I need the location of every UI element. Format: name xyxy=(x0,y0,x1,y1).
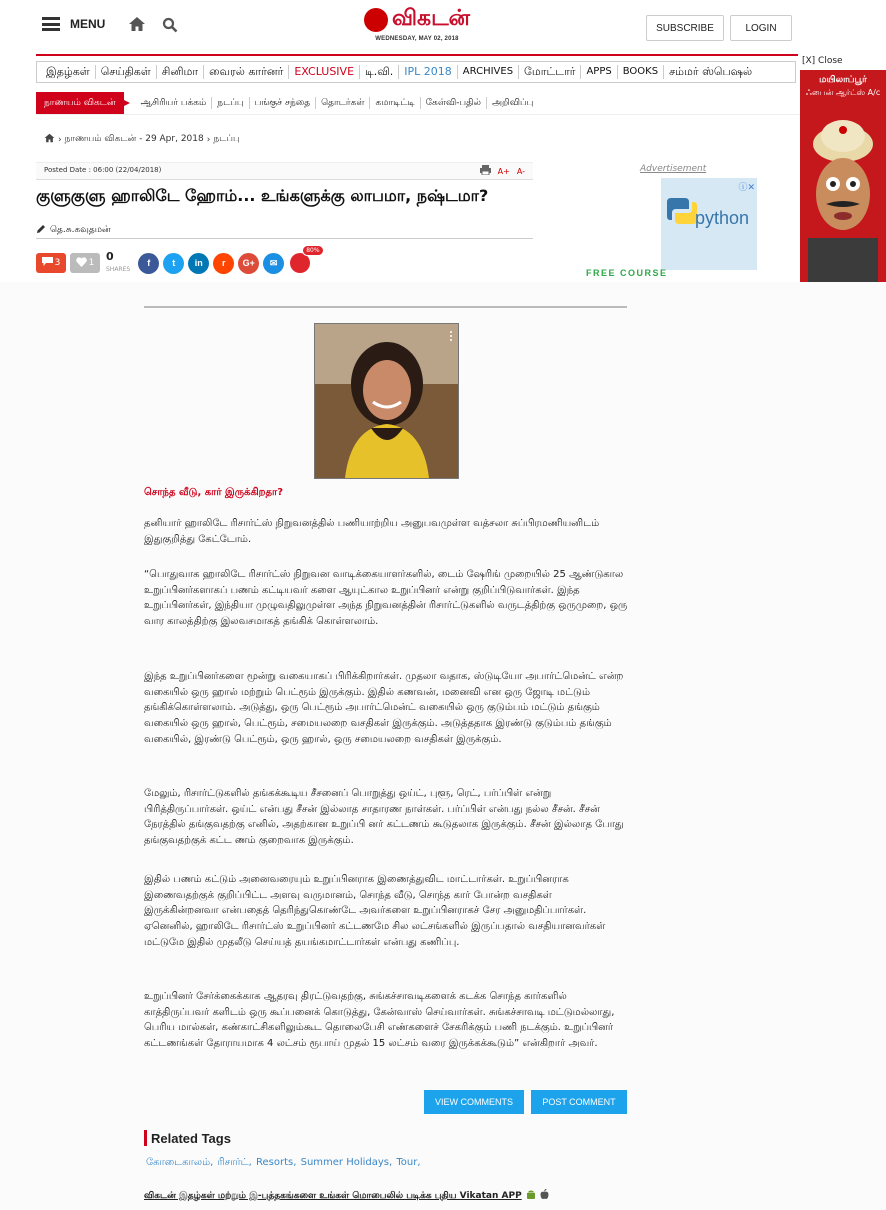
font-decrease-button[interactable]: A- xyxy=(516,166,525,176)
app-promo-text: விகடன் இதழ்கள் மற்றும் இ-புத்தகங்களை உங்கள் மொபைலில் படிக்க புதிய Vikatan APP xyxy=(144,1190,522,1201)
subnav-item-series[interactable]: தொடர்கள் xyxy=(316,97,370,109)
likes-badge[interactable] xyxy=(70,253,100,273)
heart-icon xyxy=(76,257,87,270)
article-subheading: சொந்த வீடு, கார் இருக்கிறதா? xyxy=(144,487,283,498)
nav-item-apps[interactable]: APPS xyxy=(581,65,617,79)
email-icon[interactable]: ✉ xyxy=(263,253,284,274)
google-plus-icon[interactable]: G+ xyxy=(238,253,259,274)
article-divider xyxy=(144,306,627,308)
nav-item-news[interactable]: செய்திகள் xyxy=(96,65,157,79)
python-ad-text: python xyxy=(695,208,750,228)
nav-item-ipl[interactable]: IPL 2018 xyxy=(399,65,458,79)
print-icon[interactable] xyxy=(480,165,491,177)
pencil-icon xyxy=(36,224,46,237)
subnav-item-qa[interactable]: கேள்வி-பதில் xyxy=(421,97,487,109)
nav-item-tv[interactable]: டி.வி. xyxy=(360,65,399,79)
font-increase-button[interactable]: A+ xyxy=(497,166,510,176)
article-paragraph: “பொதுவாக ஹாலிடே ரிசார்ட்ஸ் நிறுவன வாடிக்கையாளர்களில், டைம் ஷேரிங் முறையில் 25 ஆண்டுகால உறுப்பினர்களாகப் பணம் கட்டியவர் களை ஆயுட்கால உறுப்பினர் என்று குறிப்பிடுவார்கள். இந்த உறுப்பினர்கள், இந்தியா முழுவதிலுமுள்ள அந்த நிறுவனத்தின் ரிசார்ட்டுகளில் வருடத்திற்கு ஒருமுறை, ஒரு வார காலத்திற்கு இலவசமாகத் தங்கிக் கொள்ளலாம். xyxy=(144,569,628,628)
menu-label: MENU xyxy=(70,17,106,31)
tag-link[interactable]: Resorts, xyxy=(256,1157,297,1168)
nav-item-archives[interactable]: ARCHIVES xyxy=(458,65,519,79)
side-banner-ad[interactable] xyxy=(800,70,886,282)
tag-link[interactable]: கோடைகாலம், xyxy=(146,1157,214,1168)
article-paragraph: தனியார் ஹாலிடே ரிசார்ட்ஸ் நிறுவனத்தில் பணியாற்றிய அனுபவமுள்ள வத்சலா சுப்பிரமணியனிடம் இதுகுறித்து கேட்டோம். xyxy=(144,518,600,545)
site-logo[interactable] xyxy=(362,6,472,48)
tag-link[interactable]: ரிசார்ட், xyxy=(217,1157,252,1168)
logo-mascot-icon xyxy=(364,8,388,32)
shares-label: SHARES xyxy=(106,266,131,273)
article-title: குளுகுளு ஹாலிடே ஹோம்... உங்களுக்கு லாபமா, நஷ்டமா? xyxy=(36,186,489,205)
related-tags-heading: Related Tags xyxy=(151,1131,231,1146)
twitter-icon[interactable]: t xyxy=(163,253,184,274)
nav-item-motor[interactable]: மோட்டார் xyxy=(519,65,581,79)
posted-date: Posted Date : 06:00 (22/04/2018) xyxy=(44,166,162,174)
linkedin-icon[interactable]: in xyxy=(188,253,209,274)
article-tools xyxy=(480,165,525,177)
tag-link[interactable]: Summer Holidays, xyxy=(300,1157,393,1168)
python-logo-icon xyxy=(667,194,697,228)
reaction-emoji-icon[interactable] xyxy=(290,247,320,273)
subnav-item-stock-market[interactable]: பங்குச் சந்தை xyxy=(250,97,317,109)
python-course-ad[interactable] xyxy=(586,176,758,284)
apple-icon[interactable] xyxy=(540,1189,549,1203)
woman-portrait-illustration xyxy=(315,324,458,478)
reaction-percent: 80% xyxy=(302,245,323,256)
hamburger-icon xyxy=(42,17,60,31)
comment-icon xyxy=(42,257,53,269)
home-icon[interactable] xyxy=(44,133,55,146)
site-header xyxy=(0,0,800,56)
nav-item-summer-special[interactable]: சம்மர் ஸ்பெஷல் xyxy=(669,65,753,78)
breadcrumb-separator-icon: › xyxy=(206,134,211,145)
comments-count: 3 xyxy=(54,258,61,268)
article-paragraph: உறுப்பினர் சேர்க்கைக்காக ஆதரவு திரட்டுவதற்கு, சுங்கச்சாவடிகளைக் கடக்க சொந்த கார்களில் காத்திருப்பவர் களிடம் ஒரு கூப்பனைக் கொடுத்து, கேன்வாஸ் செய்வார்கள். சுங்கச்சாவடி மட்டுமல்லாது, பெரிய மால்கள், கண்காட்சிகளிலும்கூட தொலைபேசி எண்களைச் சேகரிக்கும் பணி நடக்கும். உறுப்பினர் கட்டணங்கள் தோராயமாக 4 லட்சம் ரூபாய் முதல் 15 லட்சம் வரை இருக்கக்கூடும்” என்கிறார் அவர். xyxy=(144,991,615,1050)
article-paragraph: மேலும், ரிசார்ட்டுகளில் தங்கக்கூடிய சீசனைப் பொறுத்து ஒய்ட், புளூ, ரெட், பர்ப்பிள் என்று பிரித்திருப்பார்கள். ஒய்ட் என்பது சீசன் இல்லாத சாதாரண நாள்கள். பர்ப்பிள் என்பது நல்ல சீசன். சீசன் நேரத்தில் தங்குவதற்கு எனில், அதற்கான உறுப்பி னர் கட்டணம் கூடுதலாக இருக்கும். சீசன் இல்லாத போது தங்குவதற்குக் கட்ட ணம் குறைவாக இருக்கும். xyxy=(144,788,624,847)
ad-person-illustration xyxy=(800,70,886,282)
breadcrumb-separator-icon: › xyxy=(58,134,62,145)
breadcrumb-section[interactable]: நாணயம் விகடன் - 29 Apr, 2018 xyxy=(64,134,204,144)
nav-item-books[interactable]: BOOKS xyxy=(618,65,664,79)
breadcrumb xyxy=(44,133,240,146)
nav-item-exclusive[interactable]: EXCLUSIVE xyxy=(289,65,360,79)
view-comments-button[interactable]: VIEW COMMENTS xyxy=(424,1090,524,1114)
header-date: WEDNESDAY, MAY 02, 2018 xyxy=(375,36,459,42)
main-nav xyxy=(36,61,796,83)
related-tags-list xyxy=(146,1157,422,1169)
article-photo[interactable] xyxy=(314,323,459,479)
post-info-bar xyxy=(36,162,533,180)
nav-item-cinema[interactable]: சினிமா xyxy=(157,65,204,79)
author-name[interactable]: தெ.சு.கவுதமன் xyxy=(50,225,111,235)
shares-counter xyxy=(106,252,130,274)
subnav-item-editor[interactable]: ஆசிரியர் பக்கம் xyxy=(136,97,213,109)
advertisement-label: Advertisement xyxy=(640,164,707,174)
article-paragraph: இந்த உறுப்பினர்களை மூன்று வகையாகப் பிரிக்கிறார்கள். முதலா வதாக, ஸ்டுடியோ அபார்ட்மென்ட் என்ற வகையில் ஒரு ஹால் மற்றும் பெட்ரூம் இருக்கும். இதில் கணவன், மனைவி என ஒரு ஜோடி மட்டும் தங்கிக்கொள்ளலாம். அடுத்து, ஒரு பெட்ரூம் அபார்ட்மென்ட் வகையில் ஒரு குடும்பம் மட்டும் தங்கும் வகையில் ஒரு ஹால், பெட்ரூம், சமையலறை வசதிகள் இருக்கும். அடுத்ததாக இரண்டு குடும்பம் தங்கும் வகையில், இரண்டு பெட்ரூம், ஒரு ஹால், ஒரு சமையலறை வசதிகள் இருக்கும். xyxy=(144,671,624,745)
login-button[interactable]: LOGIN xyxy=(730,15,792,41)
reddit-icon[interactable]: r xyxy=(213,253,234,274)
menu-button[interactable] xyxy=(42,17,105,31)
ad-info-close-icon[interactable]: ⓘ✕ xyxy=(738,183,755,193)
subscribe-button[interactable]: SUBSCRIBE xyxy=(646,15,724,41)
breadcrumb-page[interactable]: நடப்பு xyxy=(213,134,240,144)
article-paragraph: இதில் பணம் கட்டும் அனைவரையும் உறுப்பினராக இணைத்துவிட மாட்டார்கள். உறுப்பினராக இணைவதற்குக் குறிப்பிட்ட அளவு வருமானம், சொந்த வீடு, சொந்த கார் போன்ற வசதிகள் இருக்கின்றனவா என்பதைத் தெரிந்துகொண்டே அவர்களை உறுப்பினராகச் சேர அனுமதிப்பார்கள். ஏனெனில், ஹாலிடே ரிசார்ட்ஸ் உறுப்பினர் கட்டணமே சில லட்சங்களில் இருப்பதால் வசதியானவர்கள் மட்டுமே இதில் முதலீடு செய்யத் தயங்கமாட்டார்கள் என்பது கணிப்பு. xyxy=(144,874,606,948)
facebook-icon[interactable]: f xyxy=(138,253,159,274)
python-ad-banner[interactable] xyxy=(661,178,757,270)
android-icon[interactable] xyxy=(526,1189,536,1203)
author-byline xyxy=(36,224,111,237)
ad-close-button[interactable]: [X] Close xyxy=(802,56,843,66)
section-subnav xyxy=(36,92,800,115)
tag-link[interactable]: Tour, xyxy=(396,1157,421,1168)
app-promo-link[interactable] xyxy=(144,1189,549,1203)
likes-count: 1 xyxy=(88,258,95,268)
search-icon[interactable] xyxy=(162,17,178,37)
post-comment-button[interactable]: POST COMMENT xyxy=(531,1090,627,1114)
tags-accent-bar xyxy=(144,1130,147,1146)
author-divider xyxy=(36,238,533,239)
nav-item-viral-corner[interactable]: வைரல் கார்னர் xyxy=(204,65,289,79)
ad-line-1: மயிலாப்பூர் xyxy=(819,75,867,85)
comments-badge[interactable] xyxy=(36,253,66,273)
free-course-text: FREE COURSE xyxy=(586,268,668,278)
subnav-active-section[interactable]: நாணயம் விகடன் xyxy=(36,92,124,114)
subnav-item-current[interactable]: நடப்பு xyxy=(212,97,249,109)
header-divider xyxy=(36,54,798,56)
home-icon[interactable] xyxy=(128,16,146,36)
logo-text: விகடன் xyxy=(392,6,470,31)
subnav-item-notice[interactable]: அறிவிப்பு xyxy=(491,98,534,108)
shares-count: 0 xyxy=(106,250,114,263)
social-bar xyxy=(36,247,320,274)
nav-item-magazines[interactable]: இதழ்கள் xyxy=(41,65,96,79)
ad-line-2: ஃபைன் ஆர்ட்ஸ் A/c xyxy=(805,88,881,97)
subnav-item-commodity[interactable]: கமாடிட்டி xyxy=(370,97,420,109)
